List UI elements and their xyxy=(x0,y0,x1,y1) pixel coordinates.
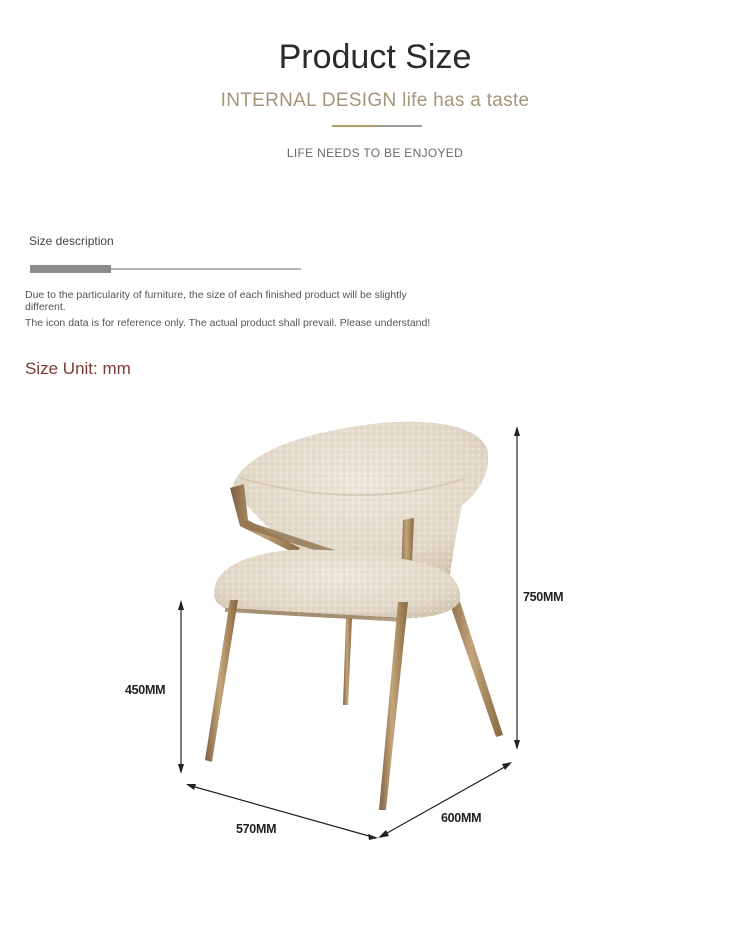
page-title: Product Size xyxy=(278,38,472,76)
chair-backrest xyxy=(232,422,488,575)
depth-label: 600MM xyxy=(441,811,482,825)
depth-dimension-line xyxy=(380,764,510,837)
chair-front-legs xyxy=(205,600,408,810)
width-dimension-line xyxy=(188,785,376,838)
size-description-label: Size description xyxy=(29,234,114,248)
size-note-2: The icon data is for reference only. The actual product shall prevail. Please understand! xyxy=(25,317,431,329)
tagline: LIFE NEEDS TO BE ENJOYED xyxy=(286,146,464,160)
seat-height-label: 450MM xyxy=(125,683,166,697)
page-subtitle: INTERNAL DESIGN life has a taste xyxy=(220,90,530,111)
width-label: 570MM xyxy=(236,822,277,836)
height-label: 750MM xyxy=(523,590,564,604)
size-note-1: Due to the particularity of furniture, the size of each finished product will be slightly different. xyxy=(25,289,407,313)
size-unit-label: Size Unit: mm xyxy=(25,359,131,378)
